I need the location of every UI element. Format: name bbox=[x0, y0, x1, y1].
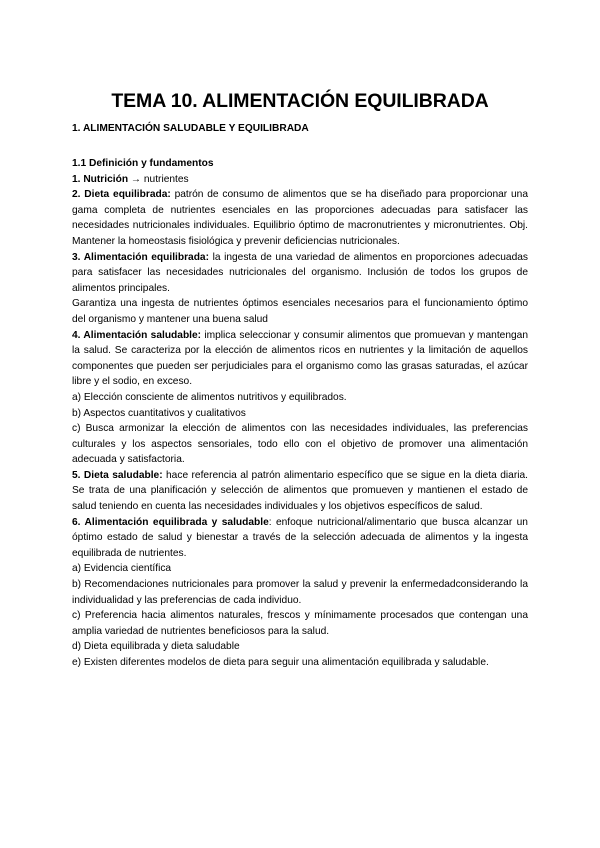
list-item: b) Recomendaciones nutricionales para promover la salud y prevenir la enfermedadconsiderando la individualidad y las preferencias de cada individuo. bbox=[72, 579, 528, 606]
list-item: d) Dieta equilibrada y dieta saludable bbox=[72, 641, 240, 653]
term-text: implica seleccionar y consumir alimentos que promuevan y mantengan la salud. Se caracteriza por la elección de alimentos ricos en nutrientes y la limitación de aquellos componentes que pueden ser perjudiciales para el organismo como las grasas saturadas, el azúcar libre y el sodio, en exceso. bbox=[72, 329, 528, 388]
paragraph-dieta-saludable bbox=[72, 468, 528, 515]
paragraph-alimentacion-saludable bbox=[72, 328, 528, 390]
term-label: 1. Nutrición bbox=[72, 173, 129, 185]
term-label: 2. Dieta equilibrada: bbox=[72, 189, 171, 201]
document-page bbox=[72, 90, 528, 671]
section-heading: 1. ALIMENTACIÓN SALUDABLE Y EQUILIBRADA bbox=[72, 123, 309, 134]
page-title: TEMA 10. ALIMENTACIÓN EQUILIBRADA bbox=[111, 90, 489, 112]
list-item: a) Evidencia científica bbox=[72, 563, 172, 575]
paragraph-alimentacion-equilibrada-extra: Garantiza una ingesta de nutrientes óptimos esenciales necesarios para el funcionamiento óptimo del organismo y mantener una buena salud bbox=[72, 298, 528, 325]
list-item: e) Existen diferentes modelos de dieta para seguir una alimentación equilibrada y saludable. bbox=[72, 657, 489, 668]
paragraph-alimentacion-equilibrada-saludable bbox=[72, 515, 528, 562]
term-label: 6. Alimentación equilibrada y saludable bbox=[72, 516, 269, 528]
paragraph-alimentacion-equilibrada bbox=[72, 250, 528, 297]
list-item: c) Busca armonizar la elección de alimentos con las necesidades individuales, las preferencias culturales y los aspectos sensoriales, todo ello con el objetivo de promover una alimentación adecuada y satisfactoria. bbox=[72, 423, 528, 466]
term-text: la ingesta de una variedad de alimentos en proporciones adecuadas para satisfacer las necesidades nutricionales del organismo. Inclusión de todos los grupos de alimentos principales. bbox=[72, 251, 528, 294]
paragraph-nutricion bbox=[72, 172, 528, 188]
term-text: hace referencia al patrón alimentario específico que se sigue en la dieta diaria. Se trata de una planificación y selección de alimentos que promueven y mantienen el estado de salud teniendo en cuenta las necesidades individuales y los objetivos específicos de salud. bbox=[72, 469, 528, 513]
paragraph-dieta-equilibrada bbox=[72, 187, 528, 249]
list-item: c) Preferencia hacia alimentos naturales, frescos y mínimamente procesados que contengan una amplia variedad de nutrientes beneficiosos para la salud. bbox=[72, 610, 528, 637]
list-item: a) Elección consciente de alimentos nutritivos y equilibrados. bbox=[72, 391, 347, 403]
term-text: → nutrientes bbox=[128, 173, 189, 185]
document-body bbox=[72, 156, 528, 671]
term-label: 3. Alimentación equilibrada: bbox=[72, 251, 209, 263]
term-text: patrón de consumo de alimentos que se ha diseñado para proporcionar una gama completa de nutrientes esenciales en las proporciones adecuadas para satisfacer las necesidades nutricionales individuales. Equilibrio óptimo de macronutrientes y micronutrientes. Obj. Mantener la homeostasis fisiológica y prevenir deficiencias nutricionales. bbox=[72, 189, 528, 247]
term-label: 4. Alimentación saludable: bbox=[72, 329, 202, 341]
term-text: : enfoque nutricional/alimentario que busca alcanzar un óptimo estado de salud y bienestar a través de la selección adecuada de alimentos y la ingesta equilibrada de nutrientes. bbox=[72, 516, 528, 559]
term-label: 5. Dieta saludable: bbox=[72, 469, 163, 481]
subsection-heading: 1.1 Definición y fundamentos bbox=[72, 158, 214, 169]
list-item: b) Aspectos cuantitativos y cualitativos bbox=[72, 407, 246, 419]
